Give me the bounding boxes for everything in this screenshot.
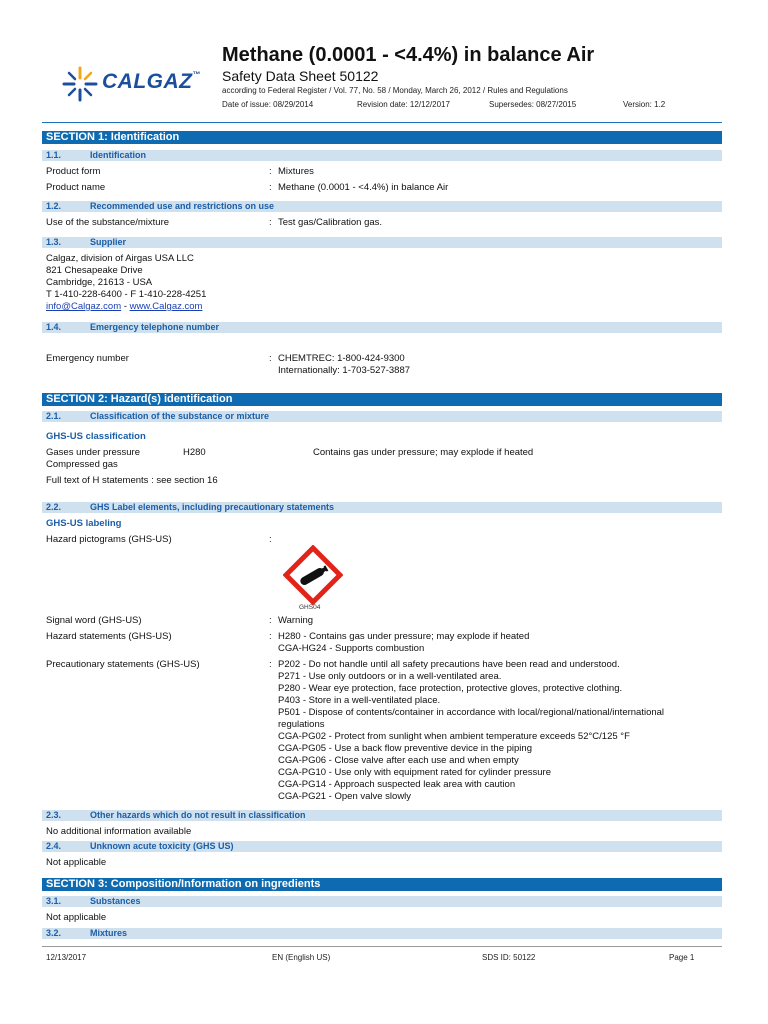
section-3-header: SECTION 3: Composition/Information on ingredients: [42, 878, 722, 891]
classification-description: Contains gas under pressure; may explode if heated: [313, 447, 534, 458]
subsection-label: Emergency telephone number: [90, 322, 220, 332]
subsection-1-2: [42, 201, 722, 212]
footer-language: EN (English US): [272, 953, 331, 962]
logo-text: CALGAZ: [102, 70, 193, 93]
revision-date: Revision date: 12/12/2017: [357, 100, 450, 109]
signal-word-label: Signal word (GHS-US): [46, 615, 142, 626]
subsection-2-4: [42, 841, 722, 852]
product-name-label: Product name: [46, 182, 106, 193]
subsection-number: 2.1.: [46, 411, 62, 421]
supplier-links: [46, 301, 202, 312]
precautionary-statement: CGA-PG10 - Use only with equipment rated for cylinder pressure: [278, 767, 551, 778]
full-text-note: Full text of H statements : see section 16: [46, 475, 218, 486]
use-label: Use of the substance/mixture: [46, 217, 170, 228]
subsection-1-4: [42, 322, 722, 333]
subsection-number: 1.4.: [46, 322, 62, 332]
calgaz-logo: [60, 64, 210, 104]
precautionary-statement: regulations: [278, 719, 325, 730]
emergency-label: Emergency number: [46, 353, 129, 364]
email-link[interactable]: info@Calgaz.com: [46, 301, 122, 312]
acute-toxicity-text: Not applicable: [46, 857, 107, 868]
subsection-number: 3.2.: [46, 928, 62, 938]
subsection-label: Mixtures: [90, 928, 128, 938]
precautionary-statement: CGA-PG05 - Use a back flow preventive device in the piping: [278, 743, 532, 754]
subsection-1-3: [42, 237, 722, 248]
precautionary-statement: CGA-PG21 - Open valve slowly: [278, 791, 412, 802]
calgaz-star-icon: [60, 64, 100, 104]
precautionary-statement: P271 - Use only outdoors or in a well-ventilated area.: [278, 671, 502, 682]
colon: :: [269, 534, 272, 545]
subsection-1-1: [42, 150, 722, 161]
colon: :: [269, 615, 272, 626]
hazard-statement: H280 - Contains gas under pressure; may explode if heated: [278, 631, 530, 642]
subsection-number: 3.1.: [46, 896, 62, 906]
supplier-line: 821 Chesapeake Drive: [46, 265, 143, 276]
ghs-classification-heading: GHS-US classification: [46, 431, 146, 442]
supplier-line: Cambridge, 21613 - USA: [46, 277, 153, 288]
footer-divider: [42, 946, 722, 947]
classification-subcategory: Compressed gas: [46, 459, 118, 470]
colon: :: [269, 353, 272, 364]
pictogram-caption: GHS04: [299, 604, 321, 611]
subsection-label: Substances: [90, 896, 141, 906]
subsection-number: 2.3.: [46, 810, 62, 820]
precautionary-statement: CGA-PG14 - Approach suspected leak area with caution: [278, 779, 516, 790]
version: Version: 1.2: [623, 100, 666, 109]
subsection-number: 1.3.: [46, 237, 62, 247]
subsection-label: Other hazards which do not result in classification: [90, 810, 306, 820]
pictograms-label: Hazard pictograms (GHS-US): [46, 534, 172, 545]
section-1-header: SECTION 1: Identification: [42, 131, 722, 144]
document-title: Methane (0.0001 - <4.4%) in balance Air: [222, 44, 595, 66]
section-2-header: SECTION 2: Hazard(s) identification: [42, 393, 722, 406]
document-subtitle: Safety Data Sheet 50122: [222, 68, 379, 84]
emergency-value: CHEMTREC: 1-800-424-9300: [278, 353, 405, 364]
colon: :: [269, 659, 272, 670]
gas-cylinder-icon: [283, 545, 343, 605]
website-link[interactable]: www.Calgaz.com: [129, 301, 203, 312]
regulation-reference: according to Federal Register / Vol. 77, No. 58 / Monday, March 26, 2012 / Rules and Regulations: [222, 86, 568, 95]
hazard-statements-label: Hazard statements (GHS-US): [46, 631, 172, 642]
subsection-2-3: [42, 810, 722, 821]
product-form-label: Product form: [46, 166, 101, 177]
other-hazards-text: No additional information available: [46, 826, 192, 837]
classification-code: H280: [183, 447, 206, 458]
precautionary-statement: CGA-PG02 - Protect from sunlight when ambient temperature exceeds 52°C/125 °F: [278, 731, 630, 742]
precautionary-statement: P202 - Do not handle until all safety precautions have been read and understood.: [278, 659, 620, 670]
subsection-label: Supplier: [90, 237, 127, 247]
precautionary-statement: P501 - Dispose of contents/container in accordance with local/regional/national/international: [278, 707, 665, 718]
signal-word-value: Warning: [278, 615, 314, 626]
footer-sds-id: SDS ID: 50122: [482, 953, 536, 962]
subsection-number: 2.4.: [46, 841, 62, 851]
subsection-label: Identification: [90, 150, 146, 160]
subsection-2-1: [42, 411, 722, 422]
logo-trademark: ™: [192, 70, 201, 79]
subsection-label: Recommended use and restrictions on use: [90, 201, 275, 211]
subsection-label: GHS Label elements, including precautionary statements: [90, 502, 335, 512]
supplier-line: T 1-410-228-6400 - F 1-410-228-4251: [46, 289, 207, 300]
colon: :: [269, 631, 272, 642]
subsection-label: Classification of the substance or mixture: [90, 411, 270, 421]
footer-date: 12/13/2017: [46, 953, 87, 962]
hazard-statement: CGA-HG24 - Supports combustion: [278, 643, 425, 654]
footer-page: Page 1: [669, 953, 695, 962]
precautionary-statement: P280 - Wear eye protection, face protection, protective gloves, protective clothing.: [278, 683, 623, 694]
product-name-value: Methane (0.0001 - <4.4%) in balance Air: [278, 182, 449, 193]
colon: :: [269, 166, 272, 177]
supersedes: Supersedes: 08/27/2015: [489, 100, 577, 109]
ghs-labeling-heading: GHS-US labeling: [46, 518, 122, 529]
subsection-number: 1.1.: [46, 150, 62, 160]
link-separator: -: [121, 301, 130, 312]
colon: :: [269, 182, 272, 193]
date-of-issue: Date of issue: 08/29/2014: [222, 100, 314, 109]
substances-text: Not applicable: [46, 912, 107, 923]
subsection-2-2: [42, 502, 722, 513]
precautionary-statements-label: Precautionary statements (GHS-US): [46, 659, 200, 670]
subsection-number: 2.2.: [46, 502, 62, 512]
precautionary-statement: CGA-PG06 - Close valve after each use and when empty: [278, 755, 519, 766]
product-form-value: Mixtures: [278, 166, 314, 177]
subsection-label: Unknown acute toxicity (GHS US): [90, 841, 234, 851]
emergency-value-international: Internationally: 1-703-527-3887: [278, 365, 411, 376]
subsection-number: 1.2.: [46, 201, 62, 211]
header-divider: [42, 122, 722, 123]
colon: :: [269, 217, 272, 228]
classification-category: Gases under pressure: [46, 447, 140, 458]
use-value: Test gas/Calibration gas.: [278, 217, 383, 228]
subsection-3-2: [42, 928, 722, 939]
subsection-3-1: [42, 896, 722, 907]
supplier-line: Calgaz, division of Airgas USA LLC: [46, 253, 194, 264]
precautionary-statement: P403 - Store in a well-ventilated place.: [278, 695, 441, 706]
